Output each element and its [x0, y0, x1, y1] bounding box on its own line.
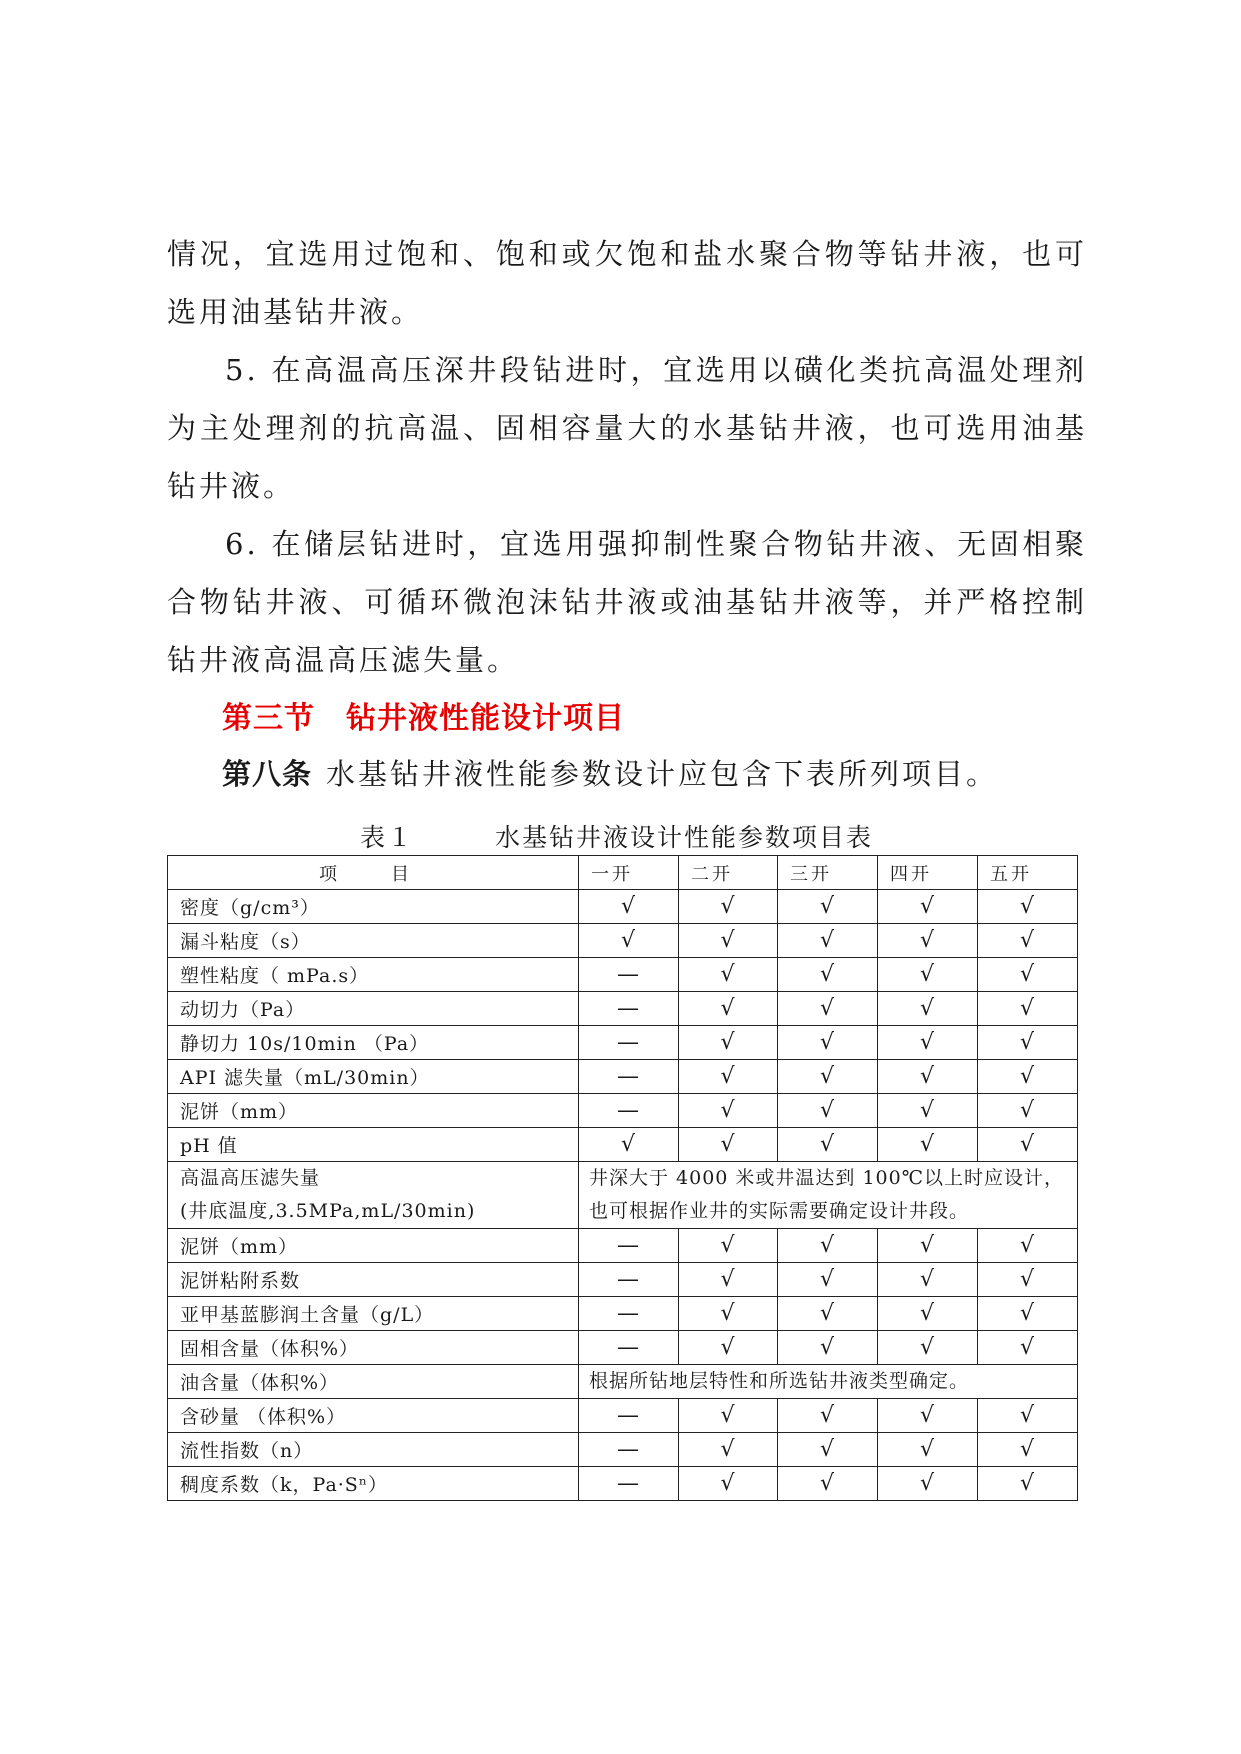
dash-mark: —: [579, 1060, 679, 1094]
check-mark: √: [878, 1467, 978, 1501]
param-name: 泥饼（mm）: [168, 1229, 579, 1263]
check-mark: √: [878, 890, 978, 924]
check-mark: √: [778, 1297, 878, 1331]
param-name: pH 值: [168, 1128, 579, 1162]
check-mark: √: [878, 1297, 978, 1331]
param-name: 亚甲基蓝膨润土含量（g/L）: [168, 1297, 579, 1331]
check-mark: √: [778, 1399, 878, 1433]
param-name: 塑性粘度（ mPa.s）: [168, 958, 579, 992]
table-row: [168, 1433, 1078, 1467]
check-mark: √: [978, 1060, 1078, 1094]
check-mark: √: [778, 1229, 878, 1263]
table-row: [168, 1331, 1078, 1365]
check-mark: √: [978, 1433, 1078, 1467]
param-name-line: 高温高压滤失量: [180, 1167, 321, 1189]
param-name: 静切力 10s/10min （Pa）: [168, 1026, 579, 1060]
article-8: [222, 752, 998, 793]
param-name: [168, 1162, 579, 1229]
param-name: 稠度系数（k，Pa·Sⁿ）: [168, 1467, 579, 1501]
dash-mark: —: [579, 958, 679, 992]
check-mark: √: [579, 890, 679, 924]
header-stage-2: 二开: [679, 856, 778, 890]
check-mark: √: [778, 958, 878, 992]
param-name: API 滤失量（mL/30min）: [168, 1060, 579, 1094]
check-mark: √: [978, 1297, 1078, 1331]
check-mark: √: [778, 1263, 878, 1297]
param-name-line: (井底温度,3.5MPa,mL/30min): [180, 1200, 476, 1222]
check-mark: √: [978, 958, 1078, 992]
dash-mark: —: [579, 1263, 679, 1297]
check-mark: √: [778, 1094, 878, 1128]
table-row: [168, 1128, 1078, 1162]
table-row: [168, 1229, 1078, 1263]
check-mark: √: [778, 1433, 878, 1467]
check-mark: √: [778, 992, 878, 1026]
dash-mark: —: [579, 1026, 679, 1060]
param-name: 固相含量（体积%）: [168, 1331, 579, 1365]
check-mark: √: [679, 992, 778, 1026]
check-mark: √: [978, 1128, 1078, 1162]
param-name: 密度（g/cm³）: [168, 890, 579, 924]
check-mark: √: [978, 1399, 1078, 1433]
check-mark: √: [878, 1128, 978, 1162]
check-mark: √: [579, 1128, 679, 1162]
table-row: [168, 1060, 1078, 1094]
check-mark: √: [679, 924, 778, 958]
check-mark: √: [878, 1331, 978, 1365]
table-row: [168, 1162, 1078, 1229]
param-name: 含砂量 （体积%）: [168, 1399, 579, 1433]
param-name: 泥饼粘附系数: [168, 1263, 579, 1297]
param-name: 流性指数（n）: [168, 1433, 579, 1467]
check-mark: √: [679, 1331, 778, 1365]
check-mark: √: [878, 1229, 978, 1263]
table-row: [168, 1399, 1078, 1433]
table-header-row: [168, 856, 1078, 890]
check-mark: √: [878, 1399, 978, 1433]
check-mark: √: [878, 958, 978, 992]
check-mark: √: [778, 1026, 878, 1060]
table-row: [168, 890, 1078, 924]
check-mark: √: [978, 890, 1078, 924]
check-mark: √: [679, 1263, 778, 1297]
table-caption: 表１ 水基钻井液设计性能参数项目表: [360, 823, 874, 852]
check-mark: √: [878, 924, 978, 958]
check-mark: √: [978, 992, 1078, 1026]
check-mark: √: [978, 1229, 1078, 1263]
param-name: 漏斗粘度（s）: [168, 924, 579, 958]
check-mark: √: [878, 1263, 978, 1297]
check-mark: √: [878, 1060, 978, 1094]
table-row: [168, 1263, 1078, 1297]
dash-mark: —: [579, 1297, 679, 1331]
table-row: [168, 1026, 1078, 1060]
check-mark: √: [778, 1128, 878, 1162]
check-mark: √: [679, 1433, 778, 1467]
check-mark: √: [978, 924, 1078, 958]
check-mark: √: [679, 1060, 778, 1094]
dash-mark: —: [579, 1331, 679, 1365]
section-heading: 第三节 钻井液性能设计项目: [222, 701, 625, 736]
table-row: [168, 1094, 1078, 1128]
header-item: 项 目: [168, 856, 579, 890]
check-mark: √: [778, 890, 878, 924]
check-mark: √: [778, 1331, 878, 1365]
check-mark: √: [978, 1467, 1078, 1501]
table-row: [168, 1297, 1078, 1331]
dash-mark: —: [579, 1467, 679, 1501]
param-name: 泥饼（mm）: [168, 1094, 579, 1128]
table-row: [168, 924, 1078, 958]
check-mark: √: [679, 1094, 778, 1128]
header-stage-5: 五开: [978, 856, 1078, 890]
param-name: 动切力（Pa）: [168, 992, 579, 1026]
article-text: 水基钻井液性能参数设计应包含下表所列项目。: [326, 757, 999, 791]
table-row: [168, 1365, 1078, 1399]
check-mark: √: [679, 1399, 778, 1433]
check-mark: √: [978, 1263, 1078, 1297]
check-mark: √: [978, 1331, 1078, 1365]
check-mark: √: [679, 1026, 778, 1060]
dash-mark: —: [579, 1094, 679, 1128]
check-mark: √: [878, 992, 978, 1026]
check-mark: √: [878, 1094, 978, 1128]
check-mark: √: [679, 1229, 778, 1263]
parameter-table: [167, 855, 1078, 1501]
paragraph-continuation: 情况，宜选用过饱和、饱和或欠饱和盐水聚合物等钻井液，也可选用油基钻井液。: [167, 237, 1087, 329]
check-mark: √: [679, 1467, 778, 1501]
check-mark: √: [579, 924, 679, 958]
merged-note: 井深大于 4000 米或井温达到 100℃以上时应设计，也可根据作业井的实际需要确定设计井段。: [579, 1162, 1078, 1229]
check-mark: √: [878, 1026, 978, 1060]
header-stage-4: 四开: [878, 856, 978, 890]
table-row: [168, 1467, 1078, 1501]
dash-mark: —: [579, 1399, 679, 1433]
check-mark: √: [878, 1433, 978, 1467]
check-mark: √: [778, 1060, 878, 1094]
check-mark: √: [679, 890, 778, 924]
check-mark: √: [679, 1297, 778, 1331]
check-mark: √: [778, 924, 878, 958]
dash-mark: —: [579, 1229, 679, 1263]
merged-note: 根据所钻地层特性和所选钻井液类型确定。: [579, 1365, 1078, 1399]
check-mark: √: [679, 1128, 778, 1162]
header-stage-1: 一开: [579, 856, 679, 890]
dash-mark: —: [579, 992, 679, 1026]
article-label: 第八条: [222, 757, 313, 791]
check-mark: √: [978, 1026, 1078, 1060]
dash-mark: —: [579, 1433, 679, 1467]
paragraph-item-5: 5. 在高温高压深井段钻进时，宜选用以磺化类抗高温处理剂为主处理剂的抗高温、固相容量大的水基钻井液，也可选用油基钻井液。: [167, 353, 1087, 503]
check-mark: √: [778, 1467, 878, 1501]
check-mark: √: [679, 958, 778, 992]
param-name: 油含量（体积%）: [168, 1365, 579, 1399]
header-stage-3: 三开: [778, 856, 878, 890]
table-row: [168, 958, 1078, 992]
table-row: [168, 992, 1078, 1026]
check-mark: √: [978, 1094, 1078, 1128]
paragraph-item-6: 6. 在储层钻进时，宜选用强抑制性聚合物钻井液、无固相聚合物钻井液、可循环微泡沫钻井液或油基钻井液等，并严格控制钻井液高温高压滤失量。: [167, 527, 1087, 677]
